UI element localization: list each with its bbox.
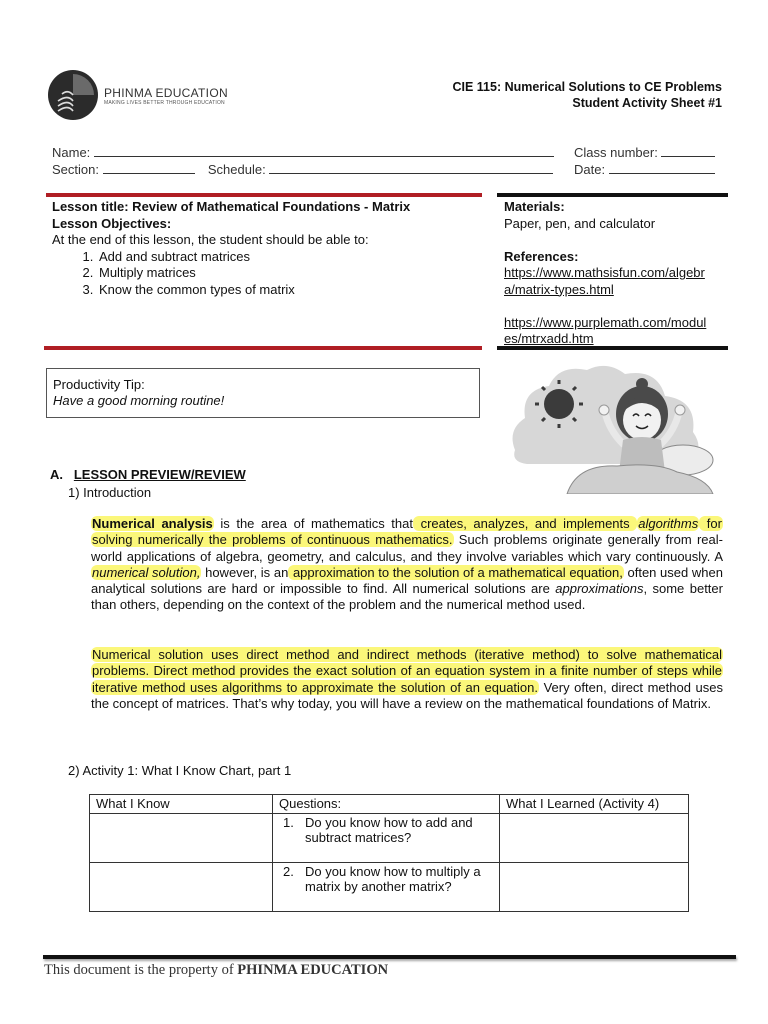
term-numerical-analysis: Numerical analysis [92,516,213,531]
column-header-questions: Questions: [273,795,500,814]
lesson-title: Lesson title: Review of Mathematical Foundations - Matrix [52,199,411,214]
sheet-title: Student Activity Sheet #1 [572,96,722,110]
schedule-field[interactable] [269,161,553,174]
footer-rule [43,955,736,959]
section-label: Section: [52,162,99,177]
course-header [452,79,722,111]
objective-item: 1. Add and subtract matrices [97,249,482,266]
name-field[interactable] [94,144,554,157]
question-cell: 2. Do you know how to multiply a matrix by another matrix? [273,862,500,911]
materials-block [504,199,724,348]
question-cell: 1. Do you know how to add and subtract matrices? [273,813,500,862]
table-row [90,813,689,862]
date-label: Date: [574,162,606,177]
objective-item: 3. Know the common types of matrix [97,282,482,299]
what-i-learned-cell[interactable] [500,862,689,911]
tip-text: Have a good morning routine! [53,393,225,408]
productivity-tip-box [46,368,480,418]
brand-tagline: MAKING LIVES BETTER THROUGH EDUCATION [104,100,225,106]
references-heading: References: [504,248,579,264]
materials-text: Paper, pen, and calculator [504,215,656,231]
column-header-what-i-learned: What I Learned (Activity 4) [500,795,689,814]
class-number-label: Class number: [574,145,658,160]
materials-heading: Materials: [504,199,565,214]
objective-item: 2. Multiply matrices [97,265,482,282]
what-i-know-cell[interactable] [90,862,273,911]
section-field[interactable] [103,161,195,174]
table-row [90,862,689,911]
lesson-info [52,199,482,298]
section-a-letter: A. [50,467,63,482]
lesson-bottom-rule [44,346,482,350]
morning-routine-illustration [507,360,717,494]
section-a-heading [50,467,246,482]
what-i-know-cell[interactable] [90,813,273,862]
lesson-top-rule [46,193,482,197]
reference-link-purplemath[interactable]: https://www.purplemath.com/modul es/mtrxadd.htm [504,314,707,346]
what-i-learned-cell[interactable] [500,813,689,862]
schedule-label: Schedule: [207,162,266,177]
materials-top-rule [497,193,728,197]
objectives-heading: Lesson Objectives: [52,215,172,231]
class-number-field[interactable] [661,144,715,157]
objectives-intro: At the end of this lesson, the student should be able to: [52,232,369,247]
sun-icon [544,389,574,419]
student-info-fields [52,144,722,178]
phinma-logo [46,68,236,124]
tip-label: Productivity Tip: [53,377,145,392]
column-header-what-i-know: What I Know [90,795,273,814]
course-title: CIE 115: Numerical Solutions to CE Problems [452,80,722,94]
footer-ownership: This document is the property of PHINMA EDUCATION [44,962,389,978]
date-field[interactable] [609,161,715,174]
objectives-list [52,249,482,299]
section-a-title: LESSON PREVIEW/REVIEW [73,467,246,482]
term-numerical-solution: numerical solution, [92,564,201,580]
phinma-emblem-icon [46,68,100,122]
what-i-know-chart [89,794,689,912]
intro-item: 1) Introduction [68,485,152,500]
methods-paragraph: Numerical solution uses direct method and indirect methods (iterative method) to solve mathematical problems. Direct method provides the exact solution of an equation system in a finite number of steps while iterative method uses algorithms to approximate the solution of an equation. Very often, direct method uses the concept of matrices. That’s why today, you will have a review on the mathematical foundations of Matrix. [91,647,723,711]
name-label: Name: [52,145,91,160]
numerical-analysis-paragraph: Numerical analysis is the area of mathematics that creates, analyzes, and implements algorithms for solving numerically the problems of continuous mathematics. Such problems originate generally from real-world applications of algebra, geometry, and calculus, and they involve variables which vary continuously. A numerical solution, however, is an approximation to the solution of a mathematical equation, often used when analytical solutions are hard or impossible to find. All numerical solutions are approximations, some better than others, depending on the context of the problem and the numerical method used. [91,516,723,613]
brand-name: PHINMA EDUCATION [104,86,228,100]
table-header-row [90,795,689,814]
reference-link-mathsisfun[interactable]: https://www.mathsisfun.com/algebr a/matrix-types.html [504,265,705,297]
activity-1-item: 2) Activity 1: What I Know Chart, part 1 [68,763,292,778]
